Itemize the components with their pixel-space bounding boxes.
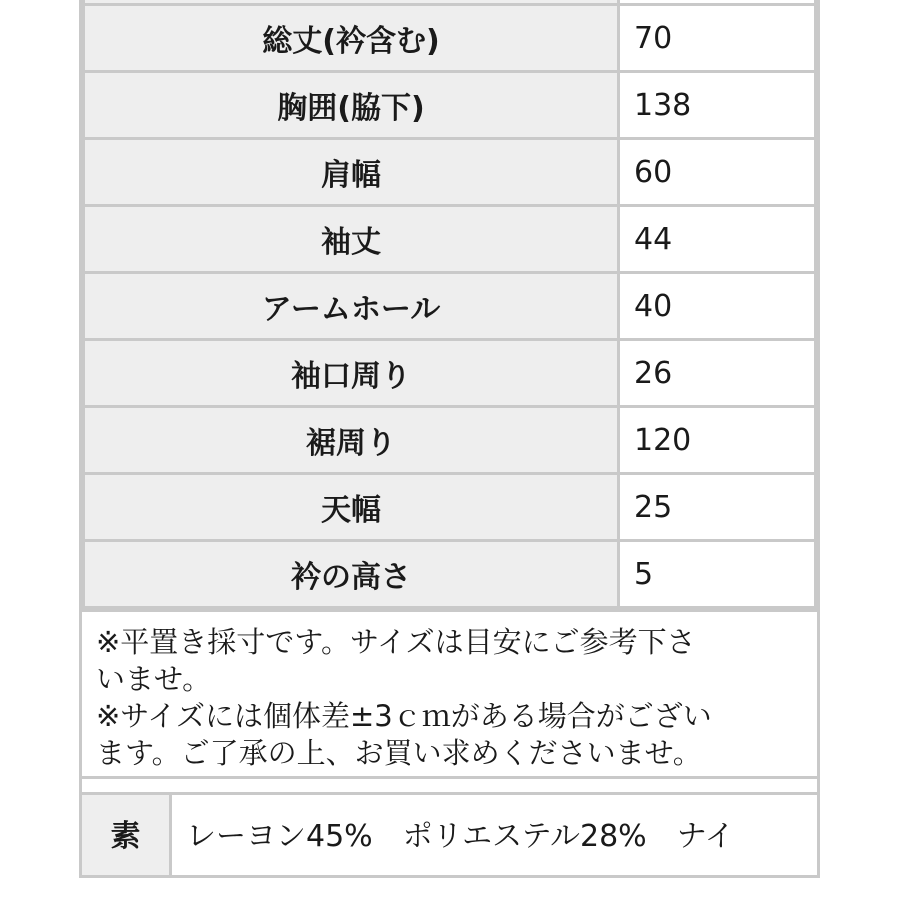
table-row	[84, 206, 816, 273]
size-label: 肩幅	[84, 139, 619, 206]
size-label: アームホール	[84, 273, 619, 340]
table-row	[84, 407, 816, 474]
size-notes	[82, 609, 817, 779]
size-value: 138	[619, 72, 816, 139]
size-value: 40	[619, 273, 816, 340]
table-row	[84, 541, 816, 608]
size-value: 44	[619, 206, 816, 273]
note-line: ※平置き採寸です。サイズは目安にご参考下さ	[96, 625, 696, 659]
size-label: 天幅	[84, 474, 619, 541]
table-row	[84, 5, 816, 72]
table-row	[84, 474, 816, 541]
size-table	[82, 0, 817, 609]
product-spec-sheet	[79, 0, 820, 878]
table-row	[84, 340, 816, 407]
size-value: 25	[619, 474, 816, 541]
size-label: 袖丈	[84, 206, 619, 273]
note-line: ます。ご了承の上、お買い求めくださいませ。	[96, 736, 702, 770]
size-value: 70	[619, 5, 816, 72]
material-label: 素	[82, 795, 172, 875]
material-value: レーヨン45% ポリエステル28% ナイ	[186, 819, 735, 854]
size-label: 総丈(衿含む)	[84, 5, 619, 72]
note-line: いませ。	[96, 662, 212, 696]
size-label: 裾周り	[84, 407, 619, 474]
size-label: 袖口周り	[84, 340, 619, 407]
table-row	[84, 72, 816, 139]
size-value: 60	[619, 139, 816, 206]
note-line: ※サイズには個体差±3ｃｍがある場合がござい	[96, 699, 712, 733]
size-value: 120	[619, 407, 816, 474]
size-value: 26	[619, 340, 816, 407]
size-value: 5	[619, 541, 816, 608]
material-row	[82, 792, 817, 878]
table-row	[84, 139, 816, 206]
table-row	[84, 273, 816, 340]
size-label: 胸囲(脇下)	[84, 72, 619, 139]
size-label: 衿の高さ	[84, 541, 619, 608]
